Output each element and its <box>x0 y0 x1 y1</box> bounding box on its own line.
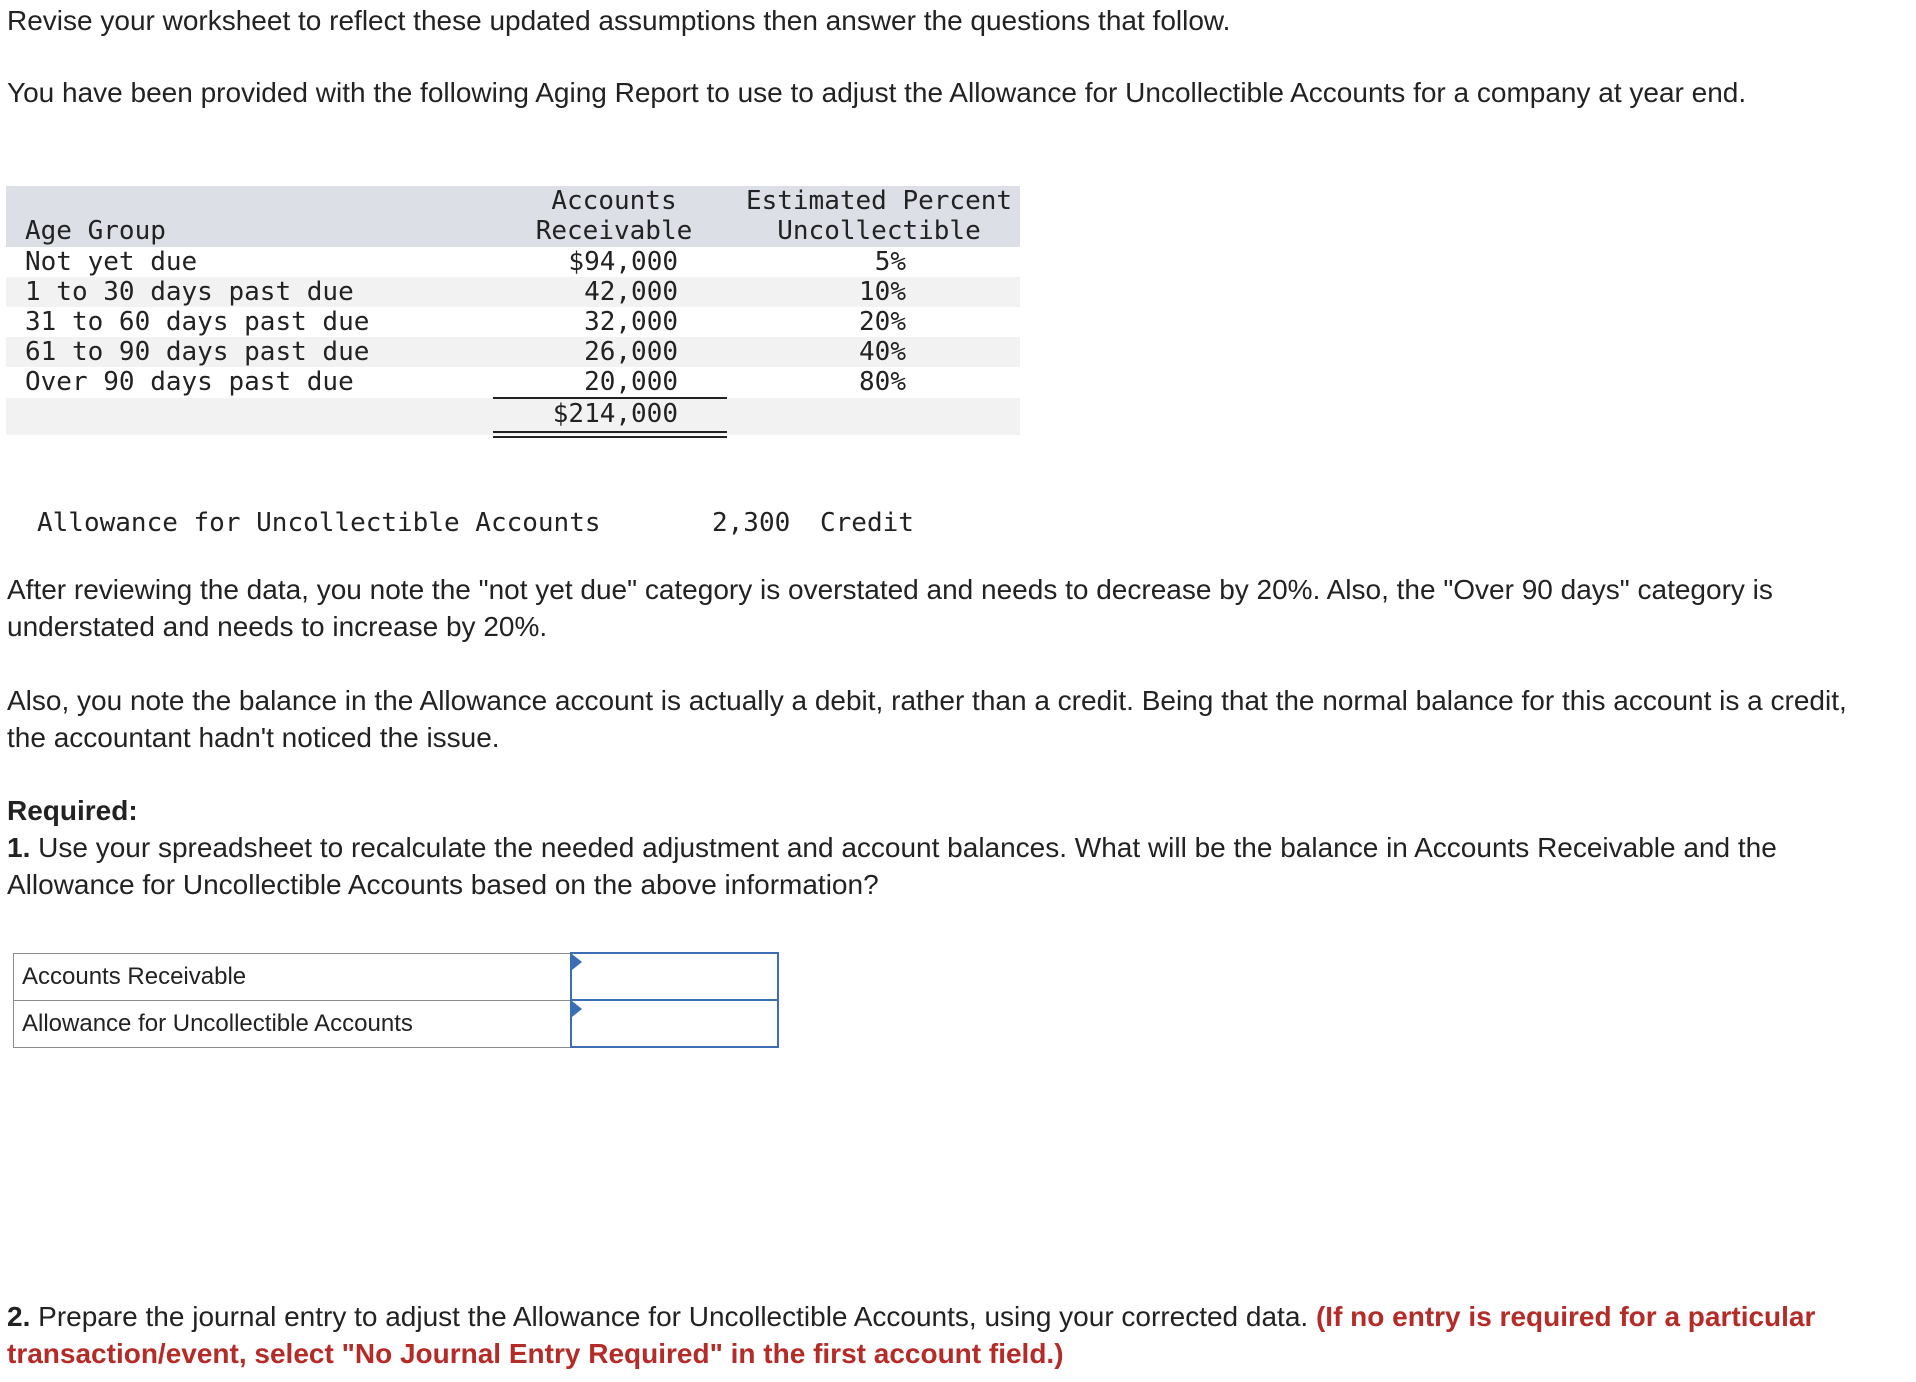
debit-text: Also, you note the balance in the Allowance account is actually a debit, rather than a credit. Being that the normal balance for this account is a credit, the accountant hadn't noticed the issue. <box>7 685 1847 753</box>
amount-cell: 32,000 <box>584 307 678 337</box>
amount-cell: $94,000 <box>568 247 678 277</box>
double-rule-top <box>493 431 727 433</box>
provided-text: You have been provided with the following Aging Report to use to adjust the Allowance for Uncollectible Accounts for a company at year end. <box>7 77 1747 108</box>
ar-label: Accounts Receivable <box>14 953 572 1000</box>
header-pct-line1: Estimated Percent <box>745 186 1013 216</box>
header-age-group: Age Group <box>25 216 166 246</box>
header-ar-line1: Accounts <box>551 186 677 216</box>
table-row <box>14 953 779 1000</box>
cell-marker-icon <box>572 1001 582 1017</box>
allowance-balance-input[interactable] <box>572 1001 777 1046</box>
intro-text: Revise your worksheet to reflect these updated assumptions then answer the questions that follow. <box>7 5 1231 36</box>
age-group-cell: 1 to 30 days past due <box>25 277 354 307</box>
amount-cell: 20,000 <box>584 367 678 397</box>
header-pct-line2: Uncollectible <box>777 216 981 246</box>
review-text: After reviewing the data, you note the "not yet due" category is overstated and needs to decrease by 20%. Also, the "Over 90 days" category is understated and needs to increase by 20%. <box>7 574 1773 642</box>
double-rule-bottom <box>493 436 727 438</box>
question-2 <box>7 1298 1897 1372</box>
header-ar-line2: Receivable <box>535 216 693 246</box>
age-group-cell: 61 to 90 days past due <box>25 337 370 367</box>
required-section <box>7 792 1887 903</box>
percent-cell: 20% <box>859 307 906 337</box>
allowance-amount: 2,300 <box>712 508 791 538</box>
answer-table <box>13 952 779 1048</box>
amount-cell: 42,000 <box>584 277 678 307</box>
age-group-cell: Over 90 days past due <box>25 367 354 397</box>
percent-cell: 80% <box>859 367 906 397</box>
age-group-cell: 31 to 60 days past due <box>25 307 370 337</box>
ar-balance-input[interactable] <box>572 954 777 999</box>
q1-number: 1. <box>7 832 31 863</box>
amount-cell: 26,000 <box>584 337 678 367</box>
cell-marker-icon <box>572 954 582 970</box>
q1-text: Use your spreadsheet to recalculate the needed adjustment and account balances. What will be the balance in Accounts Receivable and the Allowance for Uncollectible Accounts based on the above information? <box>7 832 1777 900</box>
allowance-label: Allowance for Uncollectible Accounts <box>37 508 601 538</box>
age-group-cell: Not yet due <box>25 247 198 277</box>
percent-cell: 5% <box>874 247 906 277</box>
percent-cell: 10% <box>859 277 906 307</box>
q2-number: 2. <box>7 1301 31 1332</box>
q2-note: (If no entry is required for a particular transaction/event, select "No Journal Entry Required" in the first account field.) <box>7 1301 1816 1369</box>
total-amount: $214,000 <box>552 399 678 429</box>
allowance-row-label: Allowance for Uncollectible Accounts <box>14 1000 572 1047</box>
question-1 <box>7 829 1887 903</box>
allowance-side: Credit <box>820 508 914 538</box>
aging-report-table <box>6 186 1020 436</box>
allowance-input-cell[interactable] <box>571 1000 778 1047</box>
required-heading: Required: <box>7 795 138 826</box>
percent-cell: 40% <box>859 337 906 367</box>
table-row <box>14 1000 779 1047</box>
ar-input-cell[interactable] <box>571 953 778 1000</box>
q2-text: Prepare the journal entry to adjust the Allowance for Uncollectible Accounts, using your corrected data. <box>30 1301 1316 1332</box>
